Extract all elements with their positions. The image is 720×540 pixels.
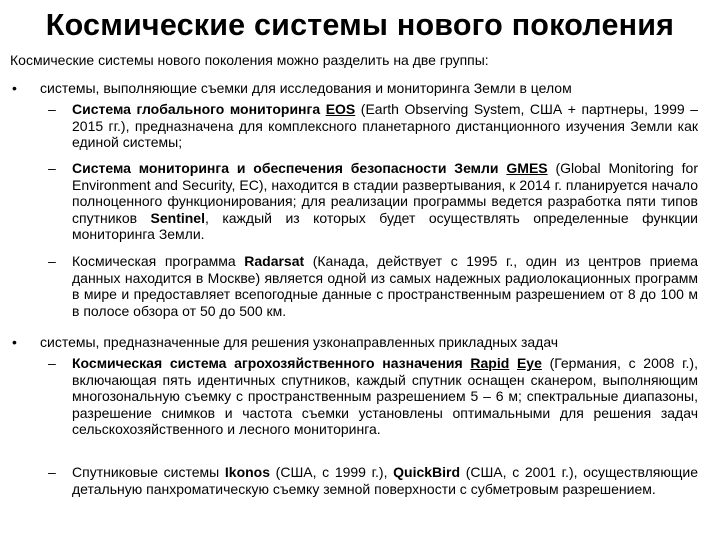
item-text-1: Спутниковые системы bbox=[72, 464, 225, 480]
dash-marker: – bbox=[48, 101, 56, 117]
sentinel-name: Sentinel bbox=[150, 209, 205, 226]
item-text bbox=[72, 160, 698, 243]
list-item-gmes bbox=[48, 160, 698, 243]
bullet-marker: • bbox=[12, 80, 17, 96]
ikonos-name: Ikonos bbox=[224, 464, 271, 480]
group2-heading: системы, предназначенные для решения узконаправленных прикладных задач bbox=[40, 334, 559, 350]
list-item-ikonos bbox=[48, 464, 698, 497]
item-text-1: Космическая программа bbox=[72, 253, 245, 269]
item-bold: Система мониторинга и обеспечения безопасности Земли bbox=[72, 160, 507, 176]
item-bold: Система глобального мониторинга bbox=[72, 101, 326, 117]
abbr-rapid: Rapid bbox=[470, 355, 510, 371]
abbr-space bbox=[509, 355, 517, 371]
item-rest: (Германия, с 2008 г.), включающая пять идентичных спутников, каждый спутник оснащен сканером, выполняющим многозональную съемку с пространственным разрешением 5 – 6 м; спектральные диапазоны, разрешение снимков и частота съемки установлены оптимальными для решения задач сельскохозяйственного и лесного мониторинга. bbox=[72, 355, 698, 438]
item-text bbox=[72, 355, 698, 438]
dash-marker: – bbox=[48, 464, 56, 480]
abbr-eye: Eye bbox=[516, 355, 542, 371]
bullet-marker: • bbox=[12, 334, 17, 350]
item-text-3: (США, с 2001 г.), осуществляющие детальную панхроматическую съемку земной поверхности с субметровым разрешением. bbox=[72, 464, 699, 497]
intro-text: Космические системы нового поколения можно разделить на две группы: bbox=[10, 52, 489, 68]
item-bold: Космическая система агрохозяйственного назначения bbox=[72, 355, 471, 371]
item-text bbox=[72, 101, 698, 151]
list-item-rapideye bbox=[48, 355, 698, 438]
dash-marker: – bbox=[48, 253, 56, 269]
slide-title: Космические системы нового поколения bbox=[45, 8, 675, 42]
item-rest-2: , каждый из которых будет осуществлять определенные функции мониторинга Земли. bbox=[72, 209, 698, 243]
item-text-2: (Канада, действует с 1995 г., один из центров приема данных находится в Москве) является одной из самых надежных радиолокационных программ в мире и предоставляет всепогодные данные с пространственным разрешением от 8 до 100 м в полосе обзора от 50 до 500 км. bbox=[72, 253, 698, 319]
item-rest: (Global Monitoring for Environment and Security, EC), находится в стадии развертывания, к 2014 г. планируется начало полноценного функционирования; для реализации программы ведется разработка пяти типов спутников bbox=[72, 160, 698, 226]
item-rest: (Earth Observing System, США + партнеры, 1999 – 2015 гг.), предназначена для комплексного планетарного дистанционного изучения Земли как единой системы; bbox=[72, 101, 699, 151]
item-text bbox=[72, 253, 698, 319]
dash-marker: – bbox=[48, 355, 56, 371]
quickbird-name: QuickBird bbox=[393, 464, 461, 480]
list-item-radarsat bbox=[48, 253, 698, 319]
group1-heading: системы, выполняющие съемки для исследования и мониторинга Земли в целом bbox=[40, 80, 572, 96]
item-text-2: (США, с 1999 г.), bbox=[270, 464, 394, 480]
abbr-eos: EOS bbox=[325, 101, 356, 117]
item-text bbox=[72, 464, 698, 497]
abbr-gmes: GMES bbox=[506, 160, 548, 176]
list-item-eos bbox=[48, 101, 698, 151]
dash-marker: – bbox=[48, 160, 56, 176]
radarsat-name: Radarsat bbox=[244, 253, 305, 269]
